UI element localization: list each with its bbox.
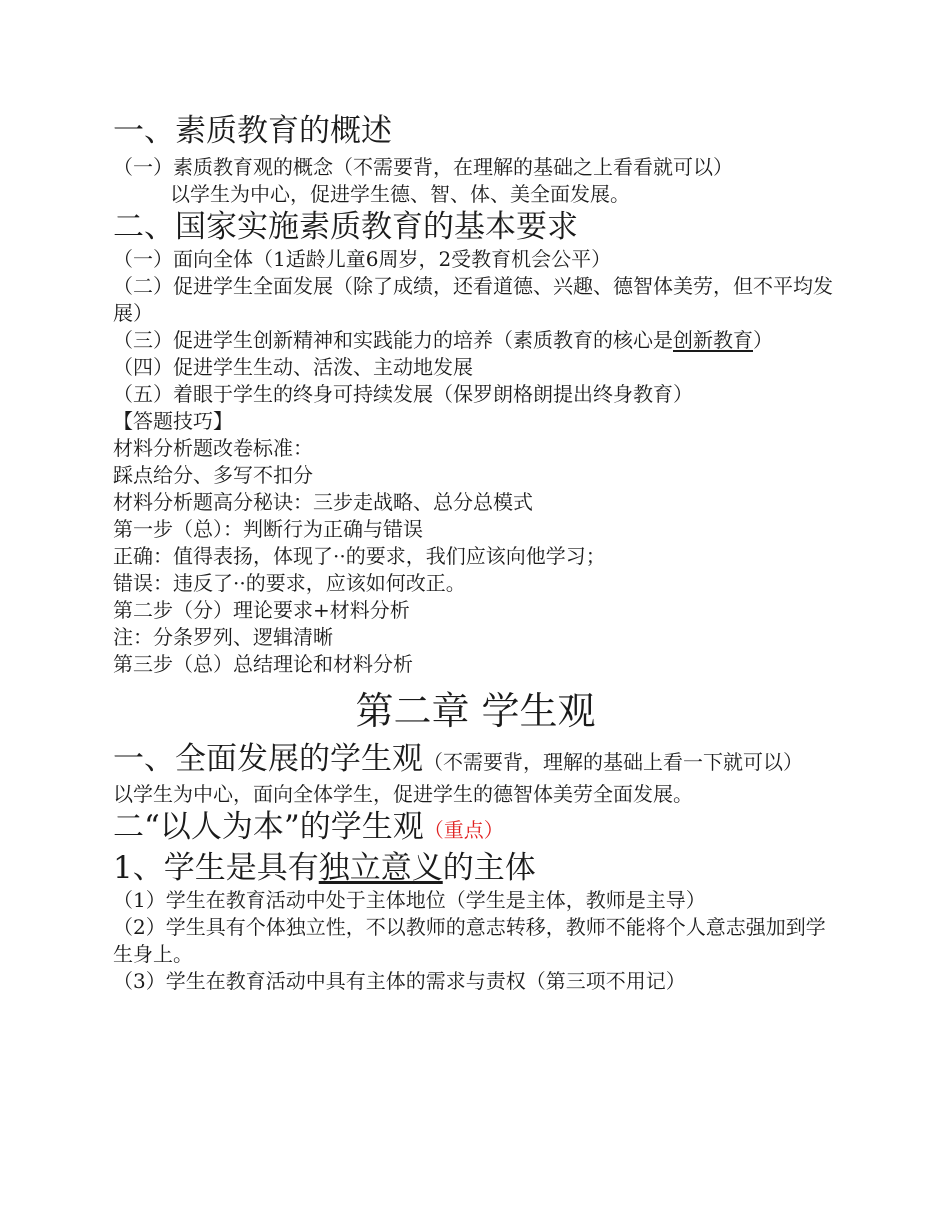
chapter2-section1-heading-text: 一、全面发展的学生观	[113, 741, 423, 777]
section2-item-5: （五）着眼于学生的终身可持续发展（保罗朗格朗提出终身教育）	[113, 382, 693, 406]
section2-heading: 二、国家实施素质教育的基本要求	[113, 209, 578, 245]
section1-sub1: （一）素质教育观的概念（不需要背，在理解的基础之上看看就可以）	[113, 155, 733, 179]
section2-item-3-text: （三）促进学生创新精神和实践能力的培养（素质教育的核心是	[113, 328, 673, 352]
section2-item-3-underline: 创新教育	[673, 328, 753, 352]
section2-item-4: （四）促进学生生动、活泼、主动地发展	[113, 355, 473, 379]
chapter2-point1-post: 的主体	[442, 850, 536, 886]
tips-line: 注：分条罗列、逻辑清晰	[113, 625, 333, 649]
chapter2-point1-underline: 独立意义	[318, 850, 443, 886]
tips-line: 材料分析题改卷标准：	[113, 436, 313, 460]
section1-heading: 一、素质教育的概述	[113, 113, 392, 149]
section2-item-3	[113, 327, 838, 354]
tips-line: 正确：值得表扬，体现了··的要求，我们应该向他学习；	[113, 544, 606, 568]
chapter2-point: （2）学生具有个体独立性，不以教师的意志转移，教师不能将个人意志强加到学生身上。	[113, 915, 826, 966]
section2-item-2: （二）促进学生全面发展（除了成绩，还看道德、兴趣、德智体美劳，但不平均发展）	[113, 274, 833, 325]
emphasis-note: （重点）	[423, 818, 504, 842]
chapter2-point: （3）学生在教育活动中具有主体的需求与责权（第三项不用记）	[113, 969, 686, 993]
chapter2-section2-heading-text: 二“以人为本”的学生观	[113, 809, 424, 845]
chapter2-point1-pre: 1、学生是具有	[113, 850, 319, 886]
section2-item-3-close: ）	[753, 328, 773, 352]
chapter2-section2-heading	[113, 808, 838, 849]
chapter2-section1-note: （不需要背，理解的基础上看一下就可以）	[423, 750, 803, 774]
tips-line: 踩点给分、多写不扣分	[113, 463, 313, 487]
chapter2-point: （1）学生在教育活动中处于主体地位（学生是主体，教师是主导）	[113, 888, 706, 912]
section1-sub1-body: 以学生为中心，促进学生德、智、体、美全面发展。	[170, 182, 630, 206]
chapter2-point1-heading	[113, 849, 838, 887]
section2-item-1: （一）面向全体（1适龄儿童6周岁，2受教育机会公平）	[113, 247, 612, 271]
tips-title: 【答题技巧】	[113, 409, 233, 433]
tips-line: 第三步（总）总结理论和材料分析	[113, 652, 413, 676]
document-page	[113, 112, 838, 995]
chapter2-section1-heading	[113, 740, 838, 781]
chapter2-section1-body: 以学生为中心，面向全体学生，促进学生的德智体美劳全面发展。	[113, 782, 693, 806]
chapter-title: 第二章 学生观	[355, 689, 596, 733]
tips-line: 第一步（总）：判断行为正确与错误	[113, 517, 423, 541]
tips-line: 第二步（分）理论要求+材料分析	[113, 598, 410, 622]
tips-line: 材料分析题高分秘诀：三步走战略、总分总模式	[113, 490, 533, 514]
tips-line: 错误：违反了··的要求，应该如何改正。	[113, 571, 466, 595]
